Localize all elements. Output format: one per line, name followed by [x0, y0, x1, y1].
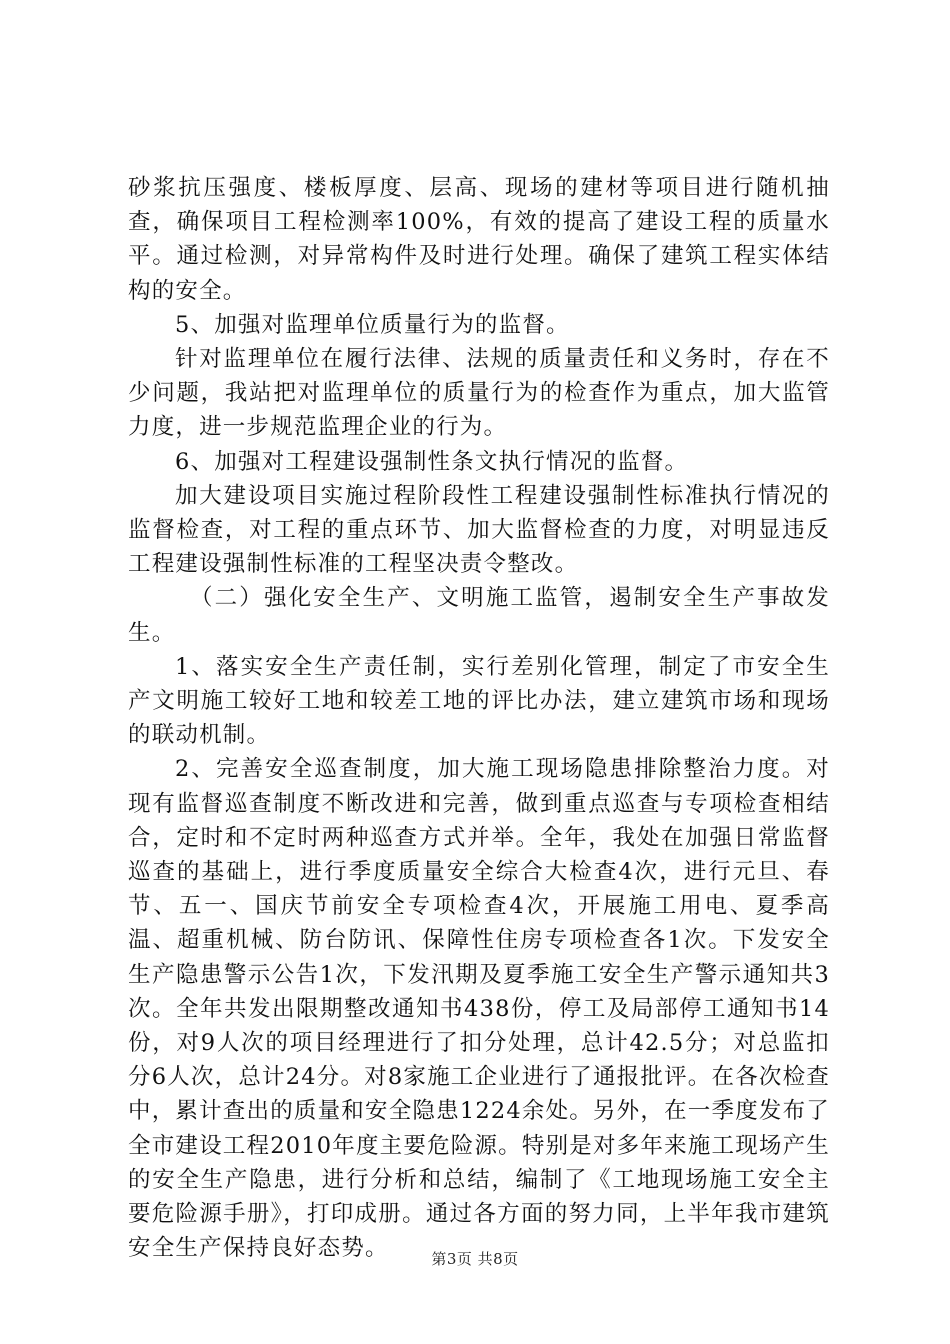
paragraph-continuation: 砂浆抗压强度、楼板厚度、层高、现场的建材等项目进行随机抽查，确保项目工程检测率100%，有效的提高了建设工程的质量水平。通过检测，对异常构件及时进行处理。确保了建筑工程实体结构的安全。	[128, 175, 830, 304]
paragraph-item-1: 1、落实安全生产责任制，实行差别化管理，制定了市安全生产文明施工较好工地和较差工地的评比办法，建立建筑市场和现场的联动机制。	[128, 653, 830, 749]
paragraph-item-2: 2、完善安全巡查制度，加大施工现场隐患排除整治力度。对现有监督巡查制度不断改进和完善，做到重点巡查与专项检查相结合，定时和不定时两种巡查方式并举。全年，我处在加强日常监督巡查的基础上，进行季度质量安全综合大检查4次，进行元旦、春节、五一、国庆节前安全专项检查4次，开展施工用电、夏季高温、超重机械、防台防讯、保障性住房专项检查各1次。下发安全生产隐患警示公告1次，下发汛期及夏季施工安全生产警示通知共3次。全年共发出限期整改通知书438份，停工及局部停工通知书14份，对9人次的项目经理进行了扣分处理，总计42.5分；对总监扣分6人次，总计24分。对8家施工企业进行了通报批评。在各次检查中，累计查出的质量和安全隐患1224余处。另外，在一季度发布了全市建设工程2010年度主要危险源。特别是对多年来施工现场产生的安全生产隐患，进行分析和总结，编制了《工地现场施工安全主要危险源手册》，打印成册。通过各方面的努力同，上半年我市建筑安全生产保持良好态势。	[128, 756, 830, 1262]
section-heading-2: （二）强化安全生产、文明施工监管，遏制安全生产事故发生。	[128, 585, 830, 646]
document-body	[128, 171, 830, 1266]
heading-item-6: 6、加强对工程建设强制性条文执行情况的监督。	[175, 448, 689, 475]
heading-item-5: 5、加强对监理单位质量行为的监督。	[175, 311, 570, 338]
paragraph-supervision-units: 针对监理单位在履行法律、法规的质量责任和义务时，存在不少问题，我站把对监理单位的质量行为的检查作为重点，加大监管力度，进一步规范监理企业的行为。	[128, 346, 830, 441]
paragraph-mandatory-standards: 加大建设项目实施过程阶段性工程建设强制性标准执行情况的监督检查，对工程的重点环节、加大监督检查的力度，对明显违反工程建设强制性标准的工程坚决责令整改。	[128, 482, 830, 578]
page-footer: 第3页 共8页	[431, 1250, 519, 1268]
